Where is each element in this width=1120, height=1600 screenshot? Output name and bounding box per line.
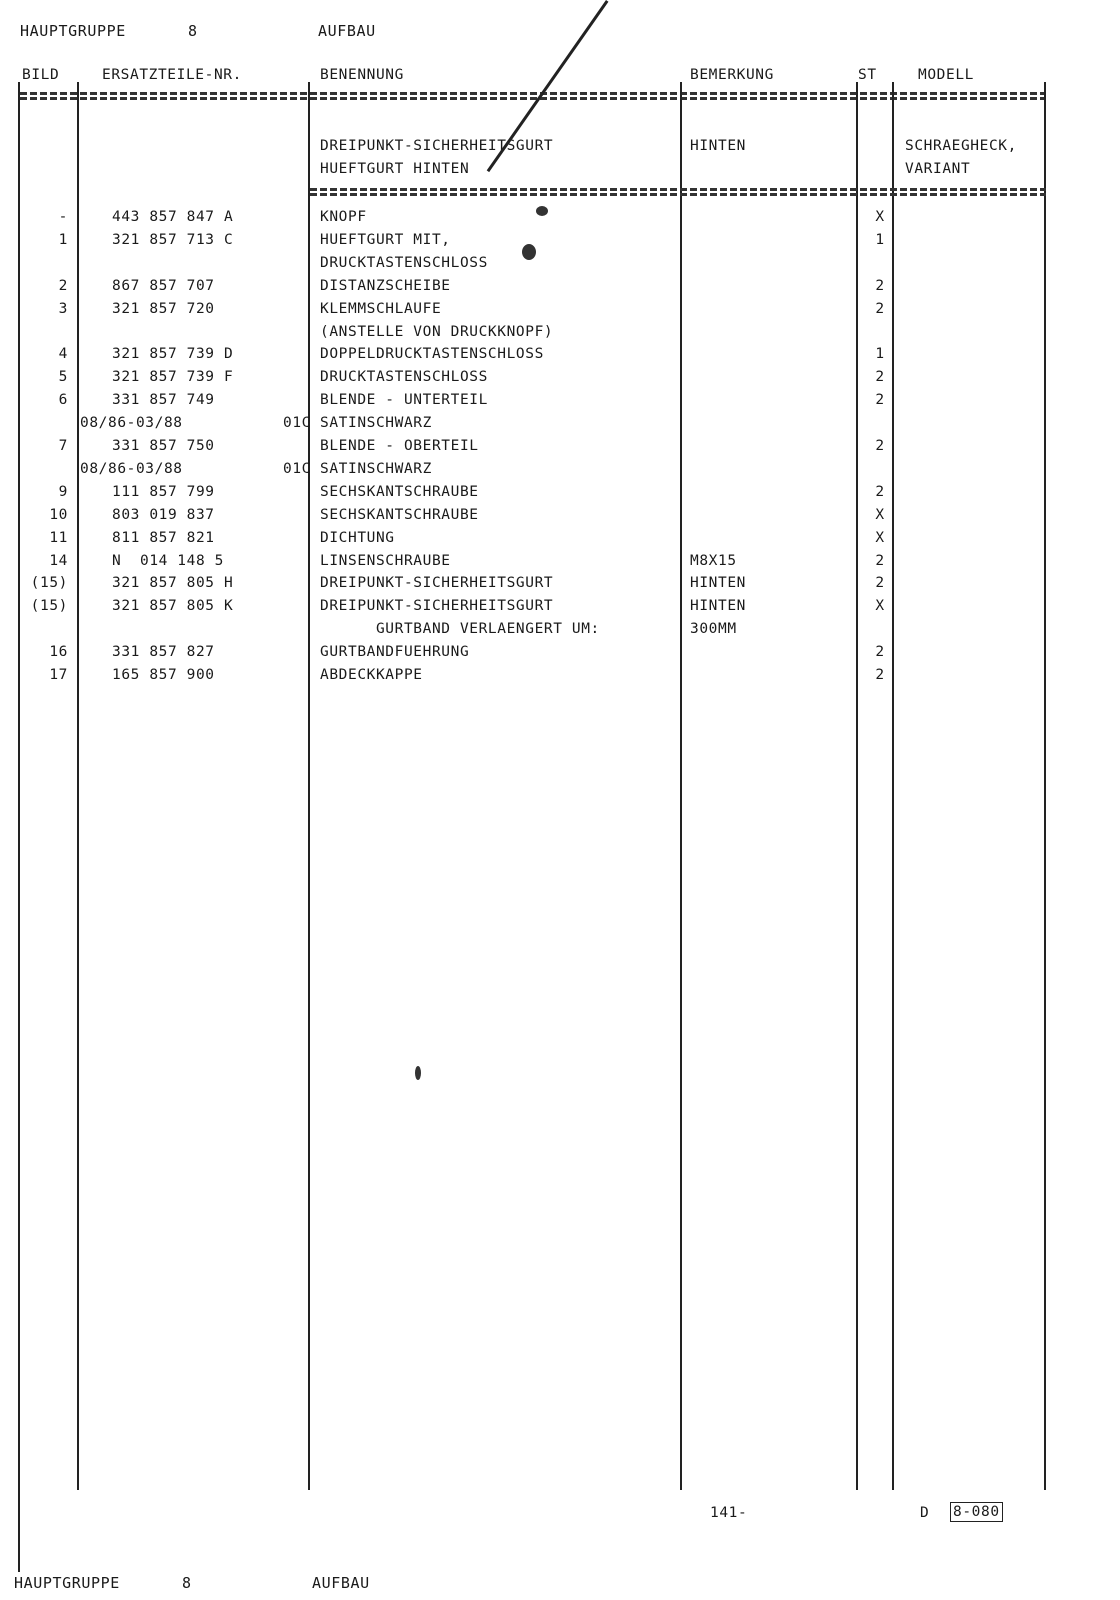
cell-color-code: 01C — [283, 460, 311, 477]
cell-st: 2 — [875, 392, 885, 409]
cell-part-number: 08/86-03/88 — [80, 415, 183, 432]
table-row — [0, 343, 1120, 365]
section-model-1: SCHRAEGHECK, — [905, 138, 1017, 154]
cell-part-number: 331 857 827 — [112, 644, 215, 661]
table-row — [0, 458, 1120, 480]
cell-part-number: 165 857 900 — [112, 667, 215, 683]
cell-part-number: 811 857 821 — [112, 529, 215, 546]
table-row — [0, 298, 1120, 320]
cell-bild: 10 — [49, 506, 68, 523]
cell-st: 2 — [875, 667, 885, 683]
cell-benennung: LINSENSCHRAUBE — [320, 552, 451, 569]
scan-speck — [536, 206, 548, 216]
cell-benennung: DRUCKTASTENSCHLOSS — [320, 254, 488, 271]
table-row — [0, 527, 1120, 549]
scan-speck — [522, 244, 536, 260]
table-row — [0, 366, 1120, 388]
section-separator-top — [310, 188, 1046, 191]
bottom-header-group-no: 8 — [182, 1574, 192, 1592]
cell-part-number: 443 857 847 A — [112, 209, 234, 225]
cell-benennung: KLEMMSCHLAUFE — [320, 300, 442, 317]
cell-bild: (15) — [30, 598, 68, 615]
cell-benennung: SECHSKANTSCHRAUBE — [320, 483, 479, 500]
cell-benennung: BLENDE - OBERTEIL — [320, 438, 479, 454]
cell-benennung: (ANSTELLE VON DRUCKKNOPF) — [320, 323, 554, 340]
cell-st: 2 — [875, 552, 885, 569]
cell-benennung: GURTBANDFUEHRUNG — [320, 644, 470, 661]
cell-bild: - — [58, 209, 68, 225]
cell-bemerkung: 300MM — [690, 621, 737, 638]
cell-st: 2 — [875, 483, 885, 500]
col-header-benennung: BENENNUNG — [320, 67, 404, 83]
section-title-2: HUEFTGURT HINTEN — [320, 161, 470, 177]
cell-bild: 17 — [49, 667, 68, 683]
cell-part-number: 321 857 739 D — [112, 346, 234, 363]
bottom-header-group-label: HAUPTGRUPPE — [14, 1574, 120, 1592]
cell-benennung: DOPPELDRUCKTASTENSCHLOSS — [320, 346, 544, 363]
cell-benennung: ABDECKKAPPE — [320, 667, 423, 683]
cell-part-number: 331 857 750 — [112, 438, 215, 454]
table-row — [0, 275, 1120, 297]
col-header-bild: BILD — [22, 67, 60, 83]
cell-st: 2 — [875, 438, 885, 454]
cell-st: 2 — [875, 369, 885, 386]
cell-benennung: HUEFTGURT MIT, — [320, 231, 451, 248]
col-header-st: ST — [858, 67, 877, 83]
table-row — [0, 252, 1120, 274]
table-row — [0, 229, 1120, 251]
cell-part-number: 331 857 749 — [112, 392, 215, 409]
section-title-1: DREIPUNKT-SICHERHEITSGURT — [320, 138, 554, 154]
cell-benennung: SATINSCHWARZ — [320, 460, 432, 477]
table-row — [0, 412, 1120, 434]
cell-benennung: SATINSCHWARZ — [320, 415, 432, 432]
cell-benennung: KNOPF — [320, 209, 367, 225]
col-header-modell: MODELL — [918, 67, 974, 83]
cell-st: 2 — [875, 277, 885, 294]
cell-st: 2 — [875, 575, 885, 592]
col-header-nr: ERSATZTEILE-NR. — [102, 67, 242, 83]
table-row — [0, 504, 1120, 526]
cell-bild: 2 — [58, 277, 68, 294]
cell-bild: 11 — [49, 529, 68, 546]
cell-benennung: DREIPUNKT-SICHERHEITSGURT — [320, 575, 554, 592]
table-row — [0, 435, 1120, 457]
cell-st: X — [875, 506, 885, 523]
cell-benennung: DRUCKTASTENSCHLOSS — [320, 369, 488, 386]
cell-st: X — [875, 598, 885, 615]
cell-st: 1 — [875, 231, 885, 248]
bottom-header-group-name: AUFBAU — [312, 1574, 370, 1592]
cell-bild: 1 — [58, 231, 68, 248]
cell-bild: (15) — [30, 575, 68, 592]
cell-part-number: 321 857 720 — [112, 300, 215, 317]
cell-part-number: 08/86-03/88 — [80, 460, 183, 477]
cell-benennung: DICHTUNG — [320, 529, 395, 546]
cell-part-number: 803 019 837 — [112, 506, 215, 523]
cell-bemerkung: HINTEN — [690, 575, 746, 592]
cell-st: X — [875, 529, 885, 546]
cell-part-number: 321 857 739 F — [112, 369, 234, 386]
cell-bild: 16 — [49, 644, 68, 661]
top-header-group-label: HAUPTGRUPPE — [20, 22, 126, 40]
cell-part-number: 111 857 799 — [112, 483, 215, 500]
cell-bild: 4 — [58, 346, 68, 363]
footer-lang: D — [920, 1505, 930, 1521]
cell-benennung: DREIPUNKT-SICHERHEITSGURT — [320, 598, 554, 615]
section-remark: HINTEN — [690, 138, 746, 154]
table-row — [0, 481, 1120, 503]
table-row — [0, 595, 1120, 617]
cell-bild: 5 — [58, 369, 68, 386]
cell-st: 2 — [875, 644, 885, 661]
cell-benennung: SECHSKANTSCHRAUBE — [320, 506, 479, 523]
cell-part-number: N 014 148 5 — [112, 552, 224, 569]
table-row — [0, 664, 1120, 686]
cell-benennung: BLENDE - UNTERTEIL — [320, 392, 488, 409]
cell-st: 2 — [875, 300, 885, 317]
table-row — [0, 550, 1120, 572]
table-row — [0, 321, 1120, 343]
section-model-2: VARIANT — [905, 161, 971, 177]
top-header-group-no: 8 — [188, 22, 198, 40]
cell-bild: 9 — [58, 483, 68, 500]
cell-bemerkung: M8X15 — [690, 552, 737, 569]
cell-benennung: GURTBAND VERLAENGERT UM: — [320, 621, 600, 638]
table-row — [0, 618, 1120, 640]
col-header-bemerkung: BEMERKUNG — [690, 67, 774, 83]
footer-page-no: 141- — [710, 1505, 748, 1521]
cell-part-number: 321 857 805 H — [112, 575, 234, 592]
cell-st: X — [875, 209, 885, 225]
cell-st: 1 — [875, 346, 885, 363]
section-separator-bottom — [310, 193, 1046, 196]
top-header-group-name: AUFBAU — [318, 22, 376, 40]
cell-color-code: 01C — [283, 415, 311, 432]
cell-part-number: 321 857 805 K — [112, 598, 234, 615]
scan-speck — [415, 1066, 421, 1080]
cell-bemerkung: HINTEN — [690, 598, 746, 615]
cell-bild: 14 — [49, 552, 68, 569]
footer-page-ref: 8-080 — [950, 1502, 1003, 1522]
cell-bild: 7 — [58, 438, 68, 454]
cell-bild: 3 — [58, 300, 68, 317]
cell-benennung: DISTANZSCHEIBE — [320, 277, 451, 294]
cell-bild: 6 — [58, 392, 68, 409]
cell-part-number: 321 857 713 C — [112, 231, 234, 248]
cell-part-number: 867 857 707 — [112, 277, 215, 294]
table-row — [0, 389, 1120, 411]
table-row — [0, 206, 1120, 228]
table-row — [0, 641, 1120, 663]
table-row — [0, 572, 1120, 594]
